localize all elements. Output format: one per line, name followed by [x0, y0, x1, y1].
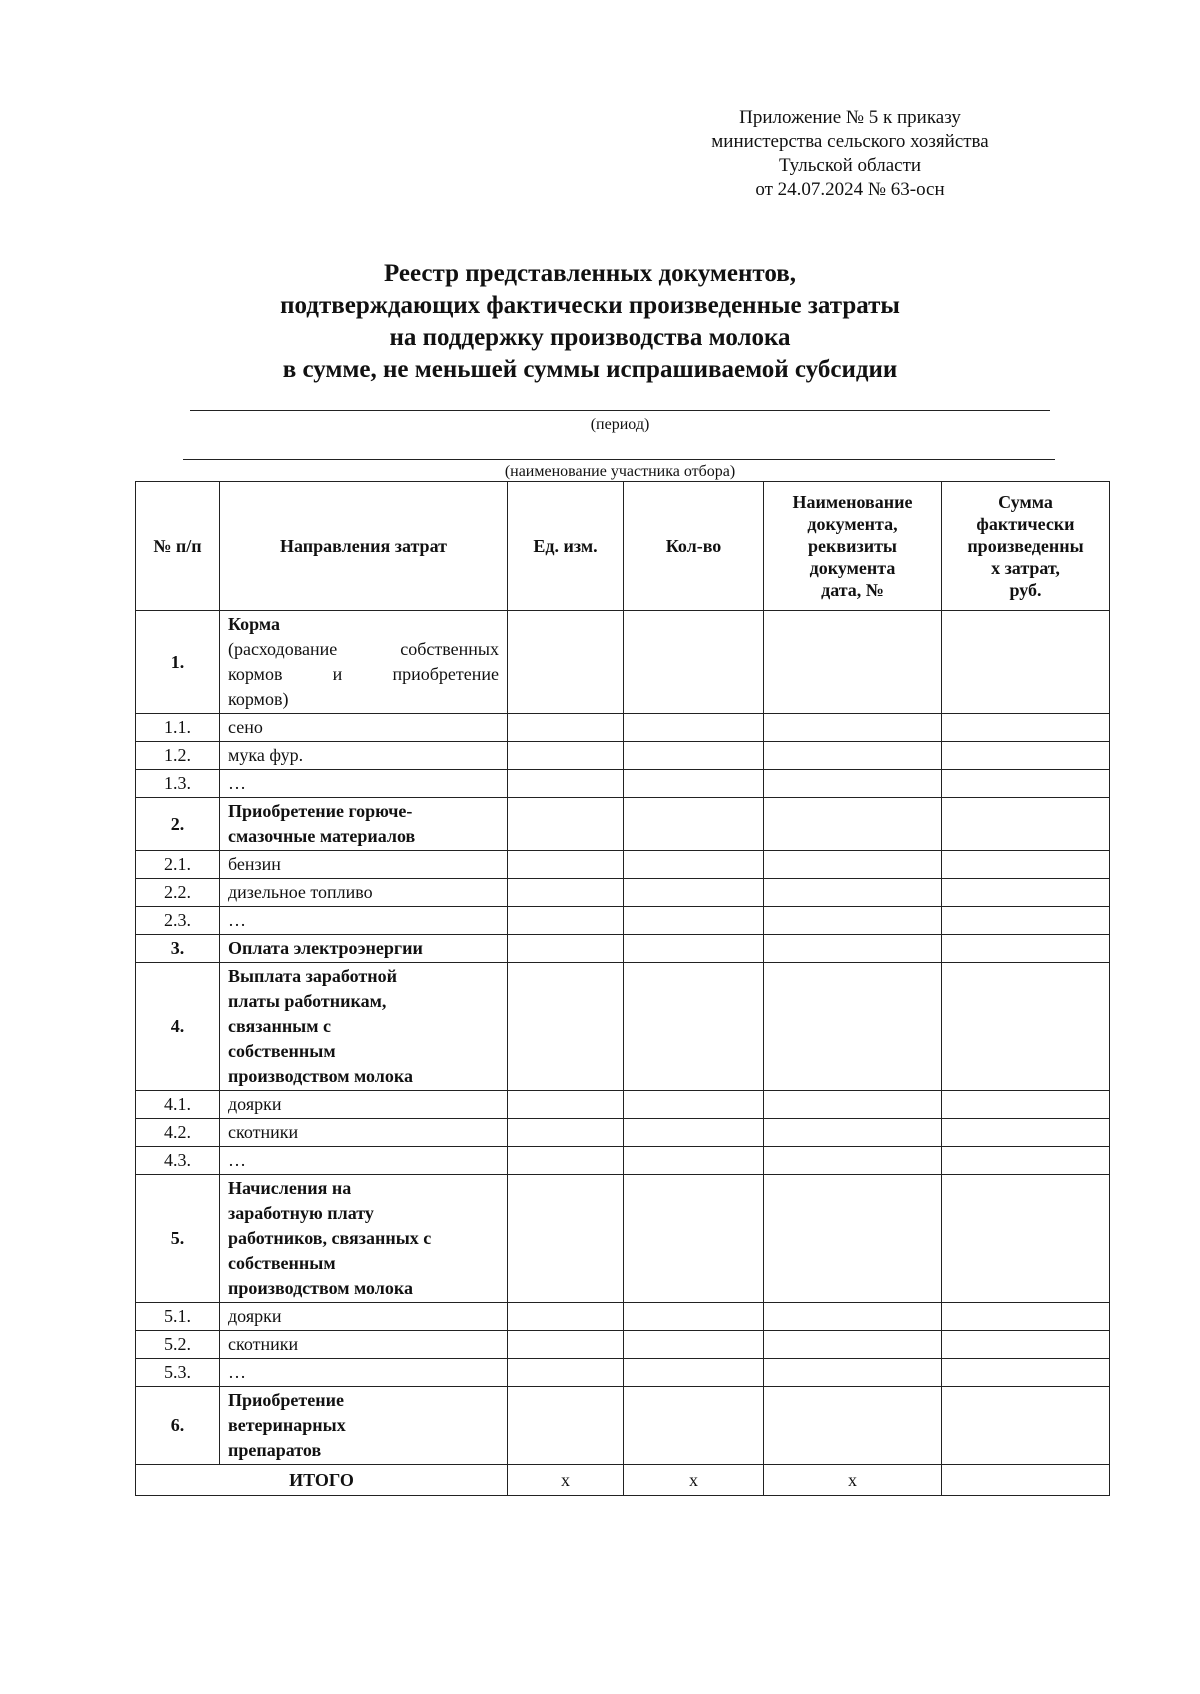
- row-heading: производством молока: [228, 1066, 414, 1086]
- row-direction: скотники: [220, 1331, 508, 1359]
- total-unit: х: [508, 1465, 624, 1496]
- row-direction: [220, 1175, 508, 1303]
- row-direction: …: [220, 770, 508, 798]
- cell-qty: [624, 935, 764, 963]
- total-document: х: [764, 1465, 942, 1496]
- cell-document: [764, 935, 942, 963]
- row-number: 3.: [136, 935, 220, 963]
- cell-unit: [508, 714, 624, 742]
- header-direction: Направления затрат: [220, 482, 508, 611]
- row-heading: Приобретение горюче-: [228, 801, 413, 821]
- row-direction: [220, 611, 508, 714]
- row-heading: Оплата электроэнергии: [228, 938, 423, 958]
- appendix-line: от 24.07.2024 № 63-осн: [755, 179, 945, 200]
- header-unit: Ед. изм.: [508, 482, 624, 611]
- row-direction: бензин: [220, 851, 508, 879]
- row-direction: [220, 1387, 508, 1465]
- cell-qty: [624, 742, 764, 770]
- row-heading: Корма: [228, 614, 281, 634]
- appendix-line: Приложение № 5 к приказу: [739, 107, 961, 128]
- row-subtext: кормов): [228, 689, 289, 709]
- period-caption: (период): [590, 416, 650, 433]
- table-row: [136, 1359, 1110, 1387]
- cell-sum: [942, 1359, 1110, 1387]
- cell-sum: [942, 935, 1110, 963]
- cell-sum: [942, 907, 1110, 935]
- row-direction: сено: [220, 714, 508, 742]
- row-direction: доярки: [220, 1303, 508, 1331]
- cell-unit: [508, 879, 624, 907]
- total-label: ИТОГО: [136, 1465, 508, 1496]
- table-row: [136, 907, 1110, 935]
- row-number: 1.3.: [136, 770, 220, 798]
- title-line: Реестр представленных документов,: [383, 260, 797, 287]
- header-qty: Кол-во: [624, 482, 764, 611]
- row-heading: Выплата заработной: [228, 966, 397, 986]
- row-subtext: кормов и приобретение: [228, 664, 499, 684]
- cell-unit: [508, 1091, 624, 1119]
- appendix-header: [650, 106, 1050, 202]
- cell-document: [764, 798, 942, 851]
- row-number: 2.3.: [136, 907, 220, 935]
- table-row: [136, 935, 1110, 963]
- row-number: 5.: [136, 1175, 220, 1303]
- cell-document: [764, 963, 942, 1091]
- cell-unit: [508, 770, 624, 798]
- cell-document: [764, 1303, 942, 1331]
- cell-qty: [624, 963, 764, 1091]
- row-number: 2.2.: [136, 879, 220, 907]
- header-sum: [942, 482, 1110, 611]
- cell-document: [764, 907, 942, 935]
- header-document-line: документа: [809, 558, 896, 578]
- row-heading: Начисления на: [228, 1178, 352, 1198]
- table-row: [136, 1091, 1110, 1119]
- cell-unit: [508, 907, 624, 935]
- row-direction: [220, 935, 508, 963]
- cell-unit: [508, 1303, 624, 1331]
- cell-sum: [942, 1175, 1110, 1303]
- row-direction: дизельное топливо: [220, 879, 508, 907]
- row-heading: связанным с: [228, 1016, 331, 1036]
- cell-document: [764, 1359, 942, 1387]
- cell-unit: [508, 1331, 624, 1359]
- row-heading: заработную плату: [228, 1203, 374, 1223]
- cell-sum: [942, 742, 1110, 770]
- cell-qty: [624, 851, 764, 879]
- row-number: 4.3.: [136, 1147, 220, 1175]
- cell-unit: [508, 935, 624, 963]
- row-direction: …: [220, 907, 508, 935]
- row-direction: [220, 798, 508, 851]
- cell-qty: [624, 1303, 764, 1331]
- appendix-line: Тульской области: [778, 155, 922, 176]
- cell-document: [764, 611, 942, 714]
- cell-qty: [624, 1331, 764, 1359]
- cell-sum: [942, 1331, 1110, 1359]
- cell-document: [764, 1119, 942, 1147]
- cell-unit: [508, 611, 624, 714]
- cell-unit: [508, 1175, 624, 1303]
- row-number: 1.: [136, 611, 220, 714]
- table-row: [136, 1387, 1110, 1465]
- header-sum-line: Сумма: [998, 492, 1053, 512]
- cell-sum: [942, 611, 1110, 714]
- row-number: 4.2.: [136, 1119, 220, 1147]
- cell-sum: [942, 1387, 1110, 1465]
- row-direction: доярки: [220, 1091, 508, 1119]
- cell-document: [764, 1175, 942, 1303]
- total-sum: [942, 1465, 1110, 1496]
- header-sum-line: х затрат,: [991, 558, 1060, 578]
- table-row: [136, 798, 1110, 851]
- cell-sum: [942, 798, 1110, 851]
- row-heading: работников, связанных с: [228, 1228, 432, 1248]
- cell-sum: [942, 1303, 1110, 1331]
- header-num: № п/п: [136, 482, 220, 611]
- row-direction: скотники: [220, 1119, 508, 1147]
- row-number: 2.: [136, 798, 220, 851]
- header-document-line: реквизиты: [808, 536, 897, 556]
- row-heading: производством молока: [228, 1278, 414, 1298]
- table-row: [136, 1119, 1110, 1147]
- row-number: 4.1.: [136, 1091, 220, 1119]
- cell-document: [764, 851, 942, 879]
- title-line: подтверждающих фактически произведенные затраты: [280, 292, 900, 319]
- cell-sum: [942, 714, 1110, 742]
- cell-unit: [508, 1359, 624, 1387]
- cell-sum: [942, 879, 1110, 907]
- cell-qty: [624, 611, 764, 714]
- header-sum-line: произведенны: [967, 536, 1084, 556]
- header-sum-line: руб.: [1009, 580, 1042, 600]
- row-heading: Приобретение: [228, 1390, 344, 1410]
- title-line: в сумме, не меньшей суммы испрашиваемой субсидии: [282, 356, 898, 383]
- row-direction: [220, 963, 508, 1091]
- header-document-line: документа,: [807, 514, 898, 534]
- cell-document: [764, 742, 942, 770]
- cell-sum: [942, 1119, 1110, 1147]
- row-direction: …: [220, 1359, 508, 1387]
- table-row: [136, 1147, 1110, 1175]
- cell-qty: [624, 1175, 764, 1303]
- row-subtext: (расходование собственных: [228, 639, 499, 659]
- header-document-line: дата, №: [821, 580, 884, 600]
- row-number: 5.2.: [136, 1331, 220, 1359]
- cell-document: [764, 714, 942, 742]
- appendix-line: министерства сельского хозяйства: [711, 131, 989, 152]
- cell-qty: [624, 879, 764, 907]
- table-row: [136, 1175, 1110, 1303]
- table-row: [136, 963, 1110, 1091]
- cell-sum: [942, 1147, 1110, 1175]
- cell-unit: [508, 1387, 624, 1465]
- row-heading: собственным: [228, 1253, 336, 1273]
- cell-unit: [508, 742, 624, 770]
- cell-qty: [624, 907, 764, 935]
- cell-qty: [624, 714, 764, 742]
- cell-qty: [624, 1119, 764, 1147]
- cell-unit: [508, 851, 624, 879]
- cell-qty: [624, 798, 764, 851]
- row-number: 5.1.: [136, 1303, 220, 1331]
- cell-document: [764, 1091, 942, 1119]
- row-number: 1.1.: [136, 714, 220, 742]
- cell-unit: [508, 1119, 624, 1147]
- expenses-table: [135, 481, 1110, 1496]
- cell-qty: [624, 1147, 764, 1175]
- table-row: [136, 714, 1110, 742]
- cell-qty: [624, 1359, 764, 1387]
- table-row: [136, 851, 1110, 879]
- table-row: [136, 742, 1110, 770]
- cell-unit: [508, 798, 624, 851]
- period-line: [190, 410, 1050, 411]
- participant-caption: (наименование участника отбора): [504, 463, 736, 480]
- cell-document: [764, 1147, 942, 1175]
- document-title: [150, 258, 1030, 386]
- row-number: 5.3.: [136, 1359, 220, 1387]
- cell-sum: [942, 851, 1110, 879]
- table-row: [136, 1331, 1110, 1359]
- row-heading: препаратов: [228, 1440, 322, 1460]
- row-direction: мука фур.: [220, 742, 508, 770]
- cell-sum: [942, 770, 1110, 798]
- cell-qty: [624, 770, 764, 798]
- table-row: [136, 770, 1110, 798]
- participant-line: [183, 459, 1055, 460]
- table-row: [136, 879, 1110, 907]
- cell-sum: [942, 963, 1110, 1091]
- table-row: [136, 611, 1110, 714]
- cell-unit: [508, 963, 624, 1091]
- header-sum-line: фактически: [976, 514, 1075, 534]
- table-row: [136, 1303, 1110, 1331]
- cell-document: [764, 1387, 942, 1465]
- cell-document: [764, 879, 942, 907]
- row-number: 4.: [136, 963, 220, 1091]
- cell-document: [764, 770, 942, 798]
- row-number: 2.1.: [136, 851, 220, 879]
- cell-qty: [624, 1091, 764, 1119]
- cell-sum: [942, 1091, 1110, 1119]
- total-qty: х: [624, 1465, 764, 1496]
- row-heading: платы работникам,: [228, 991, 387, 1011]
- title-line: на поддержку производства молока: [389, 324, 791, 351]
- row-heading: смазочные материалов: [228, 826, 416, 846]
- cell-document: [764, 1331, 942, 1359]
- header-document-line: Наименование: [792, 492, 913, 512]
- row-number: 6.: [136, 1387, 220, 1465]
- cell-unit: [508, 1147, 624, 1175]
- row-direction: …: [220, 1147, 508, 1175]
- row-heading: собственным: [228, 1041, 336, 1061]
- row-number: 1.2.: [136, 742, 220, 770]
- total-row: [136, 1465, 1110, 1496]
- row-heading: ветеринарных: [228, 1415, 346, 1435]
- table-header-row: [136, 482, 1110, 611]
- header-document: [764, 482, 942, 611]
- cell-qty: [624, 1387, 764, 1465]
